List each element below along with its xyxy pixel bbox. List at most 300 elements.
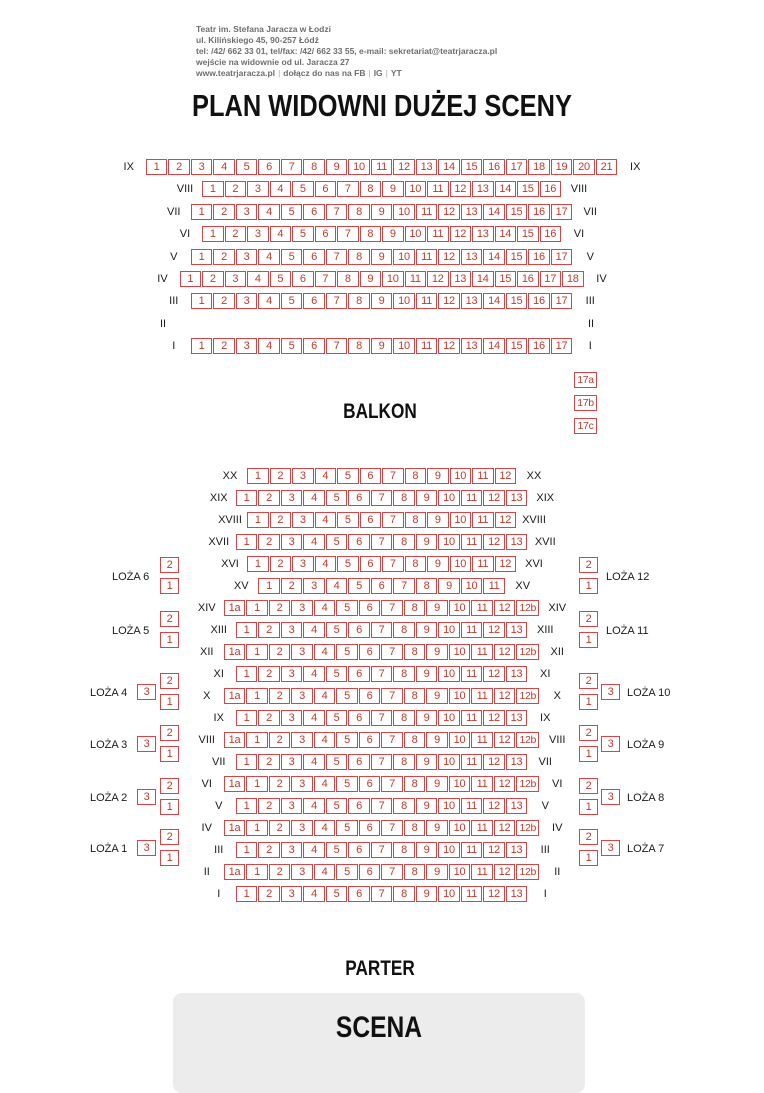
- stalls-row-i-seat[interactable]: 2: [258, 886, 280, 902]
- stalls-row-i-seat[interactable]: 8: [393, 886, 415, 902]
- stalls-row-xiv-seat[interactable]: 3: [291, 600, 313, 616]
- stalls-row-viii-seat[interactable]: 12: [494, 732, 516, 748]
- stalls-row-xiii-seat[interactable]: 5: [326, 622, 348, 638]
- balcony-extra-seat[interactable]: 17b: [574, 395, 597, 411]
- balcony-row-iv-seat[interactable]: 18: [562, 271, 584, 287]
- balcony-row-iii-seat[interactable]: 4: [258, 293, 280, 309]
- stalls-row-xx-seat[interactable]: 12: [495, 468, 517, 484]
- balcony-row-vi-seat[interactable]: 5: [292, 226, 314, 242]
- stalls-row-v-seat[interactable]: 7: [371, 798, 393, 814]
- balcony-row-i-seat[interactable]: 7: [326, 338, 348, 354]
- stalls-row-xix-seat[interactable]: 8: [393, 490, 415, 506]
- stalls-row-iii-seat[interactable]: 2: [258, 842, 280, 858]
- stalls-row-xvi-seat[interactable]: 6: [360, 556, 382, 572]
- stalls-row-xix-seat[interactable]: 1: [236, 490, 258, 506]
- stalls-row-x-seat[interactable]: 5: [336, 688, 358, 704]
- box-right-3-seat[interactable]: 2: [579, 673, 598, 689]
- stalls-row-xi-seat[interactable]: 12: [483, 666, 505, 682]
- stalls-row-xiii-seat[interactable]: 10: [438, 622, 460, 638]
- stalls-row-xiv-seat[interactable]: 10: [449, 600, 471, 616]
- stalls-row-vii-seat[interactable]: 13: [506, 754, 528, 770]
- balcony-row-iv-seat[interactable]: 16: [517, 271, 539, 287]
- website-link[interactable]: www.teatrjaracza.pl: [196, 68, 276, 78]
- stalls-row-i-seat[interactable]: 12: [483, 886, 505, 902]
- stalls-row-vii-seat[interactable]: 11: [461, 754, 483, 770]
- stalls-row-ii-seat[interactable]: 5: [336, 864, 358, 880]
- stalls-row-i-seat[interactable]: 9: [416, 886, 438, 902]
- balcony-row-ix-seat[interactable]: 6: [258, 159, 280, 175]
- stalls-row-ix-seat[interactable]: 10: [438, 710, 460, 726]
- balcony-row-ix-seat[interactable]: 19: [551, 159, 573, 175]
- stalls-row-iv-seat[interactable]: 1a: [224, 820, 246, 836]
- stalls-row-xv-seat[interactable]: 4: [326, 578, 348, 594]
- balcony-row-vi-seat[interactable]: 12: [450, 226, 472, 242]
- stalls-row-xx-seat[interactable]: 10: [450, 468, 472, 484]
- stalls-row-i-seat[interactable]: 10: [438, 886, 460, 902]
- stalls-row-ii-seat[interactable]: 9: [426, 864, 448, 880]
- stalls-row-vi-seat[interactable]: 12: [494, 776, 516, 792]
- stalls-row-xx-seat[interactable]: 11: [472, 468, 494, 484]
- stalls-row-iv-seat[interactable]: 4: [314, 820, 336, 836]
- stalls-row-x-seat[interactable]: 9: [426, 688, 448, 704]
- stalls-row-xvii-seat[interactable]: 2: [258, 534, 280, 550]
- stalls-row-ix-seat[interactable]: 13: [506, 710, 528, 726]
- balcony-row-vi-seat[interactable]: 15: [517, 226, 539, 242]
- balcony-row-i-seat[interactable]: 8: [348, 338, 370, 354]
- balcony-row-i-seat[interactable]: 10: [393, 338, 415, 354]
- stalls-row-ix-seat[interactable]: 8: [393, 710, 415, 726]
- stalls-row-xvi-seat[interactable]: 4: [315, 556, 337, 572]
- stalls-row-x-seat[interactable]: 2: [269, 688, 291, 704]
- stalls-row-ix-seat[interactable]: 6: [348, 710, 370, 726]
- balcony-row-iii-seat[interactable]: 14: [483, 293, 505, 309]
- box-left-4-seat[interactable]: 2: [160, 725, 179, 741]
- stalls-row-vii-seat[interactable]: 12: [483, 754, 505, 770]
- box-right-6-seat[interactable]: 1: [579, 850, 598, 866]
- stalls-row-iv-seat[interactable]: 12b: [516, 820, 539, 836]
- stalls-row-xviii-seat[interactable]: 6: [360, 512, 382, 528]
- balcony-row-vii-seat[interactable]: 3: [236, 204, 258, 220]
- stalls-row-x-seat[interactable]: 6: [359, 688, 381, 704]
- stalls-row-xv-seat[interactable]: 3: [303, 578, 325, 594]
- box-left-4-seat[interactable]: 1: [160, 746, 179, 762]
- balcony-row-ix-seat[interactable]: 18: [528, 159, 550, 175]
- stalls-row-iv-seat[interactable]: 12: [494, 820, 516, 836]
- stalls-row-viii-seat[interactable]: 4: [314, 732, 336, 748]
- stalls-row-xv-seat[interactable]: 8: [416, 578, 438, 594]
- stalls-row-xviii-seat[interactable]: 3: [292, 512, 314, 528]
- balcony-row-ix-seat[interactable]: 3: [191, 159, 213, 175]
- balcony-row-iv-seat[interactable]: 7: [315, 271, 337, 287]
- stalls-row-v-seat[interactable]: 5: [326, 798, 348, 814]
- balcony-row-ix-seat[interactable]: 16: [483, 159, 505, 175]
- stalls-row-viii-seat[interactable]: 7: [381, 732, 403, 748]
- stalls-row-xvii-seat[interactable]: 7: [371, 534, 393, 550]
- balcony-row-vii-seat[interactable]: 8: [348, 204, 370, 220]
- balcony-row-ix-seat[interactable]: 15: [461, 159, 483, 175]
- balcony-row-vi-seat[interactable]: 7: [337, 226, 359, 242]
- stalls-row-xiii-seat[interactable]: 9: [416, 622, 438, 638]
- balcony-row-viii-seat[interactable]: 13: [472, 181, 494, 197]
- balcony-row-iv-seat[interactable]: 1: [180, 271, 202, 287]
- box-right-5-seat[interactable]: 3: [601, 789, 620, 805]
- stalls-row-xix-seat[interactable]: 13: [506, 490, 528, 506]
- stalls-row-v-seat[interactable]: 2: [258, 798, 280, 814]
- balcony-row-iv-seat[interactable]: 17: [540, 271, 562, 287]
- balcony-row-viii-seat[interactable]: 5: [292, 181, 314, 197]
- stalls-row-xvii-seat[interactable]: 6: [348, 534, 370, 550]
- stalls-row-xii-seat[interactable]: 3: [291, 644, 313, 660]
- stalls-row-ii-seat[interactable]: 2: [269, 864, 291, 880]
- stalls-row-xvii-seat[interactable]: 12: [483, 534, 505, 550]
- box-right-2-seat[interactable]: 2: [579, 611, 598, 627]
- balcony-row-iii-seat[interactable]: 6: [303, 293, 325, 309]
- balcony-row-viii-seat[interactable]: 2: [225, 181, 247, 197]
- box-left-6-seat[interactable]: 2: [160, 829, 179, 845]
- stalls-row-iii-seat[interactable]: 8: [393, 842, 415, 858]
- stalls-row-xix-seat[interactable]: 7: [371, 490, 393, 506]
- balcony-row-i-seat[interactable]: 15: [506, 338, 528, 354]
- stalls-row-xx-seat[interactable]: 8: [405, 468, 427, 484]
- stalls-row-vi-seat[interactable]: 9: [426, 776, 448, 792]
- stalls-row-i-seat[interactable]: 7: [371, 886, 393, 902]
- stalls-row-xiv-seat[interactable]: 2: [269, 600, 291, 616]
- stalls-row-xi-seat[interactable]: 6: [348, 666, 370, 682]
- stalls-row-xiv-seat[interactable]: 5: [336, 600, 358, 616]
- stalls-row-iv-seat[interactable]: 7: [381, 820, 403, 836]
- stalls-row-viii-seat[interactable]: 8: [404, 732, 426, 748]
- stalls-row-xvii-seat[interactable]: 5: [326, 534, 348, 550]
- balcony-row-iv-seat[interactable]: 3: [225, 271, 247, 287]
- stalls-row-xviii-seat[interactable]: 5: [337, 512, 359, 528]
- balcony-row-viii-seat[interactable]: 8: [360, 181, 382, 197]
- stalls-row-xii-seat[interactable]: 11: [471, 644, 493, 660]
- balcony-row-i-seat[interactable]: 13: [461, 338, 483, 354]
- stalls-row-xvii-seat[interactable]: 10: [438, 534, 460, 550]
- stalls-row-v-seat[interactable]: 13: [506, 798, 528, 814]
- balcony-row-v-seat[interactable]: 10: [393, 249, 415, 265]
- stalls-row-xiii-seat[interactable]: 2: [258, 622, 280, 638]
- stalls-row-ix-seat[interactable]: 9: [416, 710, 438, 726]
- stalls-row-viii-seat[interactable]: 10: [449, 732, 471, 748]
- balcony-row-iv-seat[interactable]: 12: [427, 271, 449, 287]
- stalls-row-ix-seat[interactable]: 12: [483, 710, 505, 726]
- balcony-row-viii-seat[interactable]: 11: [427, 181, 449, 197]
- balcony-row-viii-seat[interactable]: 1: [202, 181, 224, 197]
- balcony-row-i-seat[interactable]: 6: [303, 338, 325, 354]
- stalls-row-iii-seat[interactable]: 13: [506, 842, 528, 858]
- stalls-row-xv-seat[interactable]: 10: [461, 578, 483, 594]
- stalls-row-vi-seat[interactable]: 12b: [516, 776, 539, 792]
- stalls-row-xii-seat[interactable]: 7: [381, 644, 403, 660]
- balcony-row-iv-seat[interactable]: 15: [495, 271, 517, 287]
- stalls-row-ii-seat[interactable]: 4: [314, 864, 336, 880]
- balcony-row-vi-seat[interactable]: 6: [315, 226, 337, 242]
- balcony-row-vi-seat[interactable]: 14: [495, 226, 517, 242]
- balcony-row-i-seat[interactable]: 14: [483, 338, 505, 354]
- stalls-row-vi-seat[interactable]: 10: [449, 776, 471, 792]
- balcony-row-vi-seat[interactable]: 1: [202, 226, 224, 242]
- stalls-row-iv-seat[interactable]: 11: [471, 820, 493, 836]
- balcony-row-viii-seat[interactable]: 3: [247, 181, 269, 197]
- stalls-row-xv-seat[interactable]: 7: [393, 578, 415, 594]
- box-left-5-seat[interactable]: 2: [160, 778, 179, 794]
- stalls-row-vi-seat[interactable]: 4: [314, 776, 336, 792]
- box-left-2-seat[interactable]: 1: [160, 632, 179, 648]
- balcony-row-iii-seat[interactable]: 13: [461, 293, 483, 309]
- stalls-row-viii-seat[interactable]: 11: [471, 732, 493, 748]
- stalls-row-x-seat[interactable]: 7: [381, 688, 403, 704]
- stalls-row-xi-seat[interactable]: 11: [461, 666, 483, 682]
- balcony-row-ix-seat[interactable]: 7: [281, 159, 303, 175]
- balcony-row-ix-seat[interactable]: 2: [168, 159, 190, 175]
- balcony-row-v-seat[interactable]: 17: [551, 249, 573, 265]
- balcony-row-i-seat[interactable]: 2: [213, 338, 235, 354]
- balcony-row-iii-seat[interactable]: 16: [528, 293, 550, 309]
- balcony-row-vi-seat[interactable]: 4: [270, 226, 292, 242]
- box-right-4-seat[interactable]: 2: [579, 725, 598, 741]
- stalls-row-xii-seat[interactable]: 4: [314, 644, 336, 660]
- box-right-5-seat[interactable]: 1: [579, 799, 598, 815]
- stalls-row-xvi-seat[interactable]: 12: [495, 556, 517, 572]
- box-left-6-seat[interactable]: 3: [137, 840, 156, 856]
- balcony-row-ix-seat[interactable]: 8: [303, 159, 325, 175]
- stalls-row-i-seat[interactable]: 6: [348, 886, 370, 902]
- balcony-row-vii-seat[interactable]: 12: [438, 204, 460, 220]
- stalls-row-vii-seat[interactable]: 6: [348, 754, 370, 770]
- stalls-row-ix-seat[interactable]: 4: [303, 710, 325, 726]
- balcony-row-v-seat[interactable]: 14: [483, 249, 505, 265]
- stalls-row-ix-seat[interactable]: 11: [461, 710, 483, 726]
- balcony-row-vii-seat[interactable]: 14: [483, 204, 505, 220]
- balcony-extra-seat[interactable]: 17a: [574, 372, 597, 388]
- balcony-row-iv-seat[interactable]: 14: [472, 271, 494, 287]
- balcony-extra-seat[interactable]: 17c: [574, 418, 597, 434]
- box-right-1-seat[interactable]: 1: [579, 578, 598, 594]
- stalls-row-xix-seat[interactable]: 6: [348, 490, 370, 506]
- balcony-row-vii-seat[interactable]: 15: [506, 204, 528, 220]
- stalls-row-xvii-seat[interactable]: 4: [303, 534, 325, 550]
- balcony-row-vii-seat[interactable]: 16: [528, 204, 550, 220]
- stalls-row-xi-seat[interactable]: 8: [393, 666, 415, 682]
- balcony-row-ix-seat[interactable]: 1: [146, 159, 168, 175]
- stalls-row-iv-seat[interactable]: 10: [449, 820, 471, 836]
- stalls-row-v-seat[interactable]: 10: [438, 798, 460, 814]
- stalls-row-xvi-seat[interactable]: 8: [405, 556, 427, 572]
- balcony-row-viii-seat[interactable]: 9: [382, 181, 404, 197]
- stalls-row-xviii-seat[interactable]: 9: [427, 512, 449, 528]
- stalls-row-ii-seat[interactable]: 12: [494, 864, 516, 880]
- balcony-row-iii-seat[interactable]: 9: [371, 293, 393, 309]
- stalls-row-v-seat[interactable]: 1: [236, 798, 258, 814]
- stalls-row-xii-seat[interactable]: 2: [269, 644, 291, 660]
- balcony-row-iv-seat[interactable]: 4: [247, 271, 269, 287]
- balcony-row-vii-seat[interactable]: 11: [416, 204, 438, 220]
- balcony-row-i-seat[interactable]: 12: [438, 338, 460, 354]
- stalls-row-iii-seat[interactable]: 3: [281, 842, 303, 858]
- stalls-row-iv-seat[interactable]: 6: [359, 820, 381, 836]
- stalls-row-xiii-seat[interactable]: 3: [281, 622, 303, 638]
- stalls-row-xiv-seat[interactable]: 12b: [516, 600, 539, 616]
- stalls-row-ii-seat[interactable]: 7: [381, 864, 403, 880]
- stalls-row-xvii-seat[interactable]: 13: [506, 534, 528, 550]
- instagram-link[interactable]: IG: [373, 68, 383, 78]
- stalls-row-xv-seat[interactable]: 9: [438, 578, 460, 594]
- box-right-4-seat[interactable]: 1: [579, 746, 598, 762]
- stalls-row-iv-seat[interactable]: 9: [426, 820, 448, 836]
- stalls-row-xx-seat[interactable]: 2: [270, 468, 292, 484]
- stalls-row-iv-seat[interactable]: 1: [246, 820, 268, 836]
- stalls-row-xiv-seat[interactable]: 8: [404, 600, 426, 616]
- stalls-row-ii-seat[interactable]: 1: [246, 864, 268, 880]
- stalls-row-xx-seat[interactable]: 9: [427, 468, 449, 484]
- balcony-row-iii-seat[interactable]: 12: [438, 293, 460, 309]
- balcony-row-vii-seat[interactable]: 2: [213, 204, 235, 220]
- balcony-row-v-seat[interactable]: 13: [461, 249, 483, 265]
- stalls-row-xix-seat[interactable]: 12: [483, 490, 505, 506]
- box-left-5-seat[interactable]: 3: [137, 789, 156, 805]
- stalls-row-xix-seat[interactable]: 4: [303, 490, 325, 506]
- stalls-row-vii-seat[interactable]: 1: [236, 754, 258, 770]
- stalls-row-i-seat[interactable]: 1: [236, 886, 258, 902]
- stalls-row-xx-seat[interactable]: 7: [382, 468, 404, 484]
- box-left-5-seat[interactable]: 1: [160, 799, 179, 815]
- box-right-3-seat[interactable]: 1: [579, 694, 598, 710]
- stalls-row-xix-seat[interactable]: 9: [416, 490, 438, 506]
- stalls-row-xvii-seat[interactable]: 11: [461, 534, 483, 550]
- box-right-1-seat[interactable]: 2: [579, 557, 598, 573]
- box-left-3-seat[interactable]: 2: [160, 673, 179, 689]
- stalls-row-xviii-seat[interactable]: 2: [270, 512, 292, 528]
- facebook-link[interactable]: dołącz do nas na FB: [283, 68, 366, 78]
- stalls-row-xviii-seat[interactable]: 8: [405, 512, 427, 528]
- stalls-row-x-seat[interactable]: 11: [471, 688, 493, 704]
- stalls-row-vii-seat[interactable]: 3: [281, 754, 303, 770]
- balcony-row-vii-seat[interactable]: 17: [551, 204, 573, 220]
- stalls-row-iii-seat[interactable]: 5: [326, 842, 348, 858]
- stalls-row-x-seat[interactable]: 8: [404, 688, 426, 704]
- stalls-row-xvi-seat[interactable]: 2: [270, 556, 292, 572]
- stalls-row-x-seat[interactable]: 4: [314, 688, 336, 704]
- stalls-row-xvi-seat[interactable]: 7: [382, 556, 404, 572]
- box-right-2-seat[interactable]: 1: [579, 632, 598, 648]
- balcony-row-iv-seat[interactable]: 11: [405, 271, 427, 287]
- stalls-row-xii-seat[interactable]: 1a: [224, 644, 246, 660]
- stalls-row-xiii-seat[interactable]: 8: [393, 622, 415, 638]
- stalls-row-viii-seat[interactable]: 3: [291, 732, 313, 748]
- stalls-row-xiv-seat[interactable]: 11: [471, 600, 493, 616]
- stalls-row-xii-seat[interactable]: 1: [246, 644, 268, 660]
- balcony-row-iii-seat[interactable]: 2: [213, 293, 235, 309]
- stalls-row-x-seat[interactable]: 3: [291, 688, 313, 704]
- balcony-row-viii-seat[interactable]: 14: [495, 181, 517, 197]
- balcony-row-viii-seat[interactable]: 12: [450, 181, 472, 197]
- stalls-row-xii-seat[interactable]: 10: [449, 644, 471, 660]
- stalls-row-ii-seat[interactable]: 12b: [516, 864, 539, 880]
- stalls-row-ix-seat[interactable]: 5: [326, 710, 348, 726]
- stalls-row-xx-seat[interactable]: 5: [337, 468, 359, 484]
- balcony-row-vi-seat[interactable]: 2: [225, 226, 247, 242]
- balcony-row-vii-seat[interactable]: 6: [303, 204, 325, 220]
- balcony-row-i-seat[interactable]: 9: [371, 338, 393, 354]
- stalls-row-xiii-seat[interactable]: 1: [236, 622, 258, 638]
- stalls-row-xviii-seat[interactable]: 1: [247, 512, 269, 528]
- stalls-row-xii-seat[interactable]: 6: [359, 644, 381, 660]
- stalls-row-viii-seat[interactable]: 1a: [224, 732, 246, 748]
- stalls-row-iii-seat[interactable]: 7: [371, 842, 393, 858]
- balcony-row-v-seat[interactable]: 1: [191, 249, 213, 265]
- stalls-row-vi-seat[interactable]: 5: [336, 776, 358, 792]
- balcony-row-iv-seat[interactable]: 10: [382, 271, 404, 287]
- stalls-row-xiii-seat[interactable]: 7: [371, 622, 393, 638]
- stalls-row-i-seat[interactable]: 4: [303, 886, 325, 902]
- stalls-row-xi-seat[interactable]: 1: [236, 666, 258, 682]
- balcony-row-iii-seat[interactable]: 1: [191, 293, 213, 309]
- stalls-row-viii-seat[interactable]: 12b: [516, 732, 539, 748]
- balcony-row-i-seat[interactable]: 4: [258, 338, 280, 354]
- stalls-row-xviii-seat[interactable]: 4: [315, 512, 337, 528]
- stalls-row-xii-seat[interactable]: 9: [426, 644, 448, 660]
- stalls-row-xiii-seat[interactable]: 12: [483, 622, 505, 638]
- balcony-row-iii-seat[interactable]: 10: [393, 293, 415, 309]
- stalls-row-ix-seat[interactable]: 3: [281, 710, 303, 726]
- stalls-row-xvi-seat[interactable]: 9: [427, 556, 449, 572]
- stalls-row-v-seat[interactable]: 9: [416, 798, 438, 814]
- balcony-row-vii-seat[interactable]: 7: [326, 204, 348, 220]
- stalls-row-iv-seat[interactable]: 2: [269, 820, 291, 836]
- stalls-row-ix-seat[interactable]: 7: [371, 710, 393, 726]
- stalls-row-ii-seat[interactable]: 10: [449, 864, 471, 880]
- stalls-row-xv-seat[interactable]: 5: [348, 578, 370, 594]
- stalls-row-xviii-seat[interactable]: 10: [450, 512, 472, 528]
- balcony-row-v-seat[interactable]: 4: [258, 249, 280, 265]
- stalls-row-xiv-seat[interactable]: 4: [314, 600, 336, 616]
- stalls-row-xix-seat[interactable]: 10: [438, 490, 460, 506]
- stalls-row-x-seat[interactable]: 12: [494, 688, 516, 704]
- stalls-row-xiv-seat[interactable]: 1a: [224, 600, 246, 616]
- balcony-row-i-seat[interactable]: 3: [236, 338, 258, 354]
- balcony-row-viii-seat[interactable]: 16: [540, 181, 562, 197]
- stalls-row-xii-seat[interactable]: 12: [494, 644, 516, 660]
- stalls-row-xii-seat[interactable]: 12b: [516, 644, 539, 660]
- balcony-row-ix-seat[interactable]: 21: [596, 159, 618, 175]
- balcony-row-ix-seat[interactable]: 14: [438, 159, 460, 175]
- stalls-row-xv-seat[interactable]: 6: [371, 578, 393, 594]
- stalls-row-vii-seat[interactable]: 5: [326, 754, 348, 770]
- box-left-6-seat[interactable]: 1: [160, 850, 179, 866]
- balcony-row-iv-seat[interactable]: 2: [202, 271, 224, 287]
- balcony-row-ix-seat[interactable]: 5: [236, 159, 258, 175]
- stalls-row-x-seat[interactable]: 10: [449, 688, 471, 704]
- balcony-row-i-seat[interactable]: 17: [551, 338, 573, 354]
- balcony-row-iii-seat[interactable]: 8: [348, 293, 370, 309]
- balcony-row-viii-seat[interactable]: 6: [315, 181, 337, 197]
- balcony-row-vii-seat[interactable]: 13: [461, 204, 483, 220]
- stalls-row-xiii-seat[interactable]: 13: [506, 622, 528, 638]
- balcony-row-iii-seat[interactable]: 7: [326, 293, 348, 309]
- box-right-5-seat[interactable]: 2: [579, 778, 598, 794]
- stalls-row-xv-seat[interactable]: 2: [281, 578, 303, 594]
- stalls-row-xviii-seat[interactable]: 11: [472, 512, 494, 528]
- stalls-row-vii-seat[interactable]: 2: [258, 754, 280, 770]
- stalls-row-vi-seat[interactable]: 2: [269, 776, 291, 792]
- stalls-row-ix-seat[interactable]: 1: [236, 710, 258, 726]
- balcony-row-vii-seat[interactable]: 10: [393, 204, 415, 220]
- balcony-row-ix-seat[interactable]: 17: [506, 159, 528, 175]
- stalls-row-xix-seat[interactable]: 11: [461, 490, 483, 506]
- stalls-row-xviii-seat[interactable]: 7: [382, 512, 404, 528]
- balcony-row-viii-seat[interactable]: 7: [337, 181, 359, 197]
